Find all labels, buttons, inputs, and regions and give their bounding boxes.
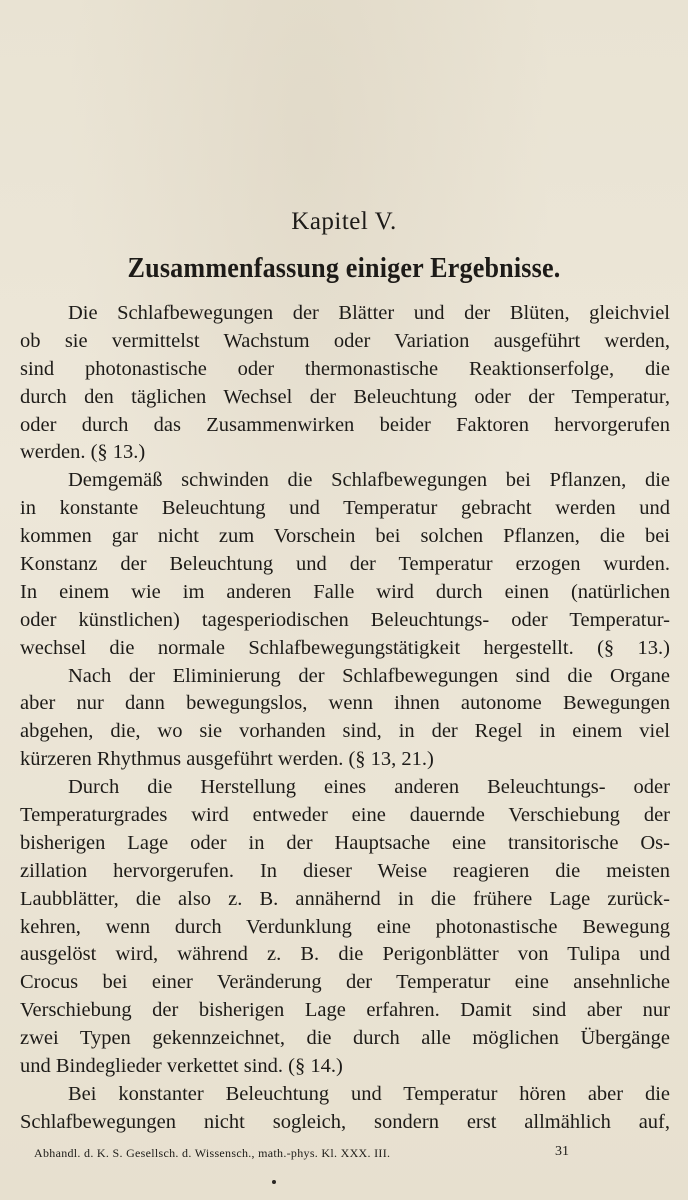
text-line: kürzeren Rhythmus ausgeführt werden. (§ 13, 21.)	[20, 748, 434, 771]
text-line: Verschiebung der bisherigen Lage erfahren. Damit sind aber nur	[20, 999, 670, 1022]
text-line: zwei Typen gekennzeichnet, die durch alle möglichen Übergänge	[20, 1027, 670, 1050]
text-line: Durch die Herstellung eines anderen Beleuchtungs- oder	[68, 776, 670, 799]
text-line: bisherigen Lage oder in der Hauptsache eine transitorische Os-	[20, 831, 670, 854]
chapter-number: Kapitel V.	[291, 208, 397, 235]
text-line: aber nur dann bewegungslos, wenn ihnen autonome Bewegungen	[20, 692, 670, 715]
text-line: abgehen, die, wo sie vorhanden sind, in der Regel in einem viel	[20, 720, 670, 743]
text-line: Demgemäß schwinden die Schlafbewegungen bei Pflanzen, die	[68, 469, 670, 492]
text-line: Die Schlafbewegungen der Blätter und der Blüten, gleichviel	[68, 302, 670, 324]
footer-citation: Abhandl. d. K. S. Gesellsch. d. Wissensch., math.-phys. Kl. XXX. III.	[34, 1146, 391, 1160]
text-line: Konstanz der Beleuchtung und der Temperatur erzogen wurden.	[20, 553, 670, 576]
text-line: oder durch das Zusammenwirken beider Faktoren hervorgerufen	[20, 413, 670, 436]
text-line: ob sie vermittelst Wachstum oder Variation ausgeführt werden,	[20, 329, 670, 352]
text-line: kommen gar nicht zum Vorschein bei solchen Pflanzen, die bei	[20, 525, 670, 548]
text-line: ausgelöst wird, während z. B. die Perigonblätter von Tulipa und	[20, 943, 670, 966]
text-line: und Bindeglieder verkettet sind. (§ 14.)	[20, 1055, 343, 1078]
text-line: Crocus bei einer Veränderung der Temperatur eine ansehnliche	[20, 971, 670, 994]
text-line: Laubblätter, die also z. B. annähernd in die frühere Lage zurück-	[20, 887, 670, 910]
body-text	[20, 300, 670, 1137]
printer-mark	[272, 1180, 276, 1184]
text-line: Schlafbewegungen nicht sogleich, sondern erst allmählich auf,	[20, 1110, 670, 1133]
text-line: Temperaturgrades wird entweder eine dauernde Verschiebung der	[20, 804, 670, 827]
text-line: Nach der Eliminierung der Schlafbewegungen sind die Organe	[68, 664, 670, 687]
page-number: 31	[555, 1144, 569, 1159]
chapter-title: Zusammenfassung einiger Ergebnisse.	[127, 252, 561, 284]
text-line: zillation hervorgerufen. In dieser Weise reagieren die meisten	[20, 859, 670, 882]
text-line: oder künstlichen) tagesperiodischen Beleuchtungs- oder Temperatur-	[20, 608, 670, 631]
text-line: In einem wie im anderen Falle wird durch einen (natürlichen	[20, 580, 670, 603]
text-line: sind photonastische oder thermonastische Reaktionserfolge, die	[20, 357, 670, 380]
text-line: durch den täglichen Wechsel der Beleuchtung oder der Temperatur,	[20, 385, 670, 408]
text-line: kehren, wenn durch Verdunklung eine photonastische Bewegung	[20, 915, 670, 938]
text-line: Bei konstanter Beleuchtung und Temperatur hören aber die	[68, 1082, 670, 1105]
text-line: in konstante Beleuchtung und Temperatur gebracht werden und	[20, 497, 670, 520]
text-line: wechsel die normale Schlafbewegungstätigkeit hergestellt. (§ 13.)	[20, 636, 670, 659]
text-line: werden. (§ 13.)	[20, 441, 146, 464]
